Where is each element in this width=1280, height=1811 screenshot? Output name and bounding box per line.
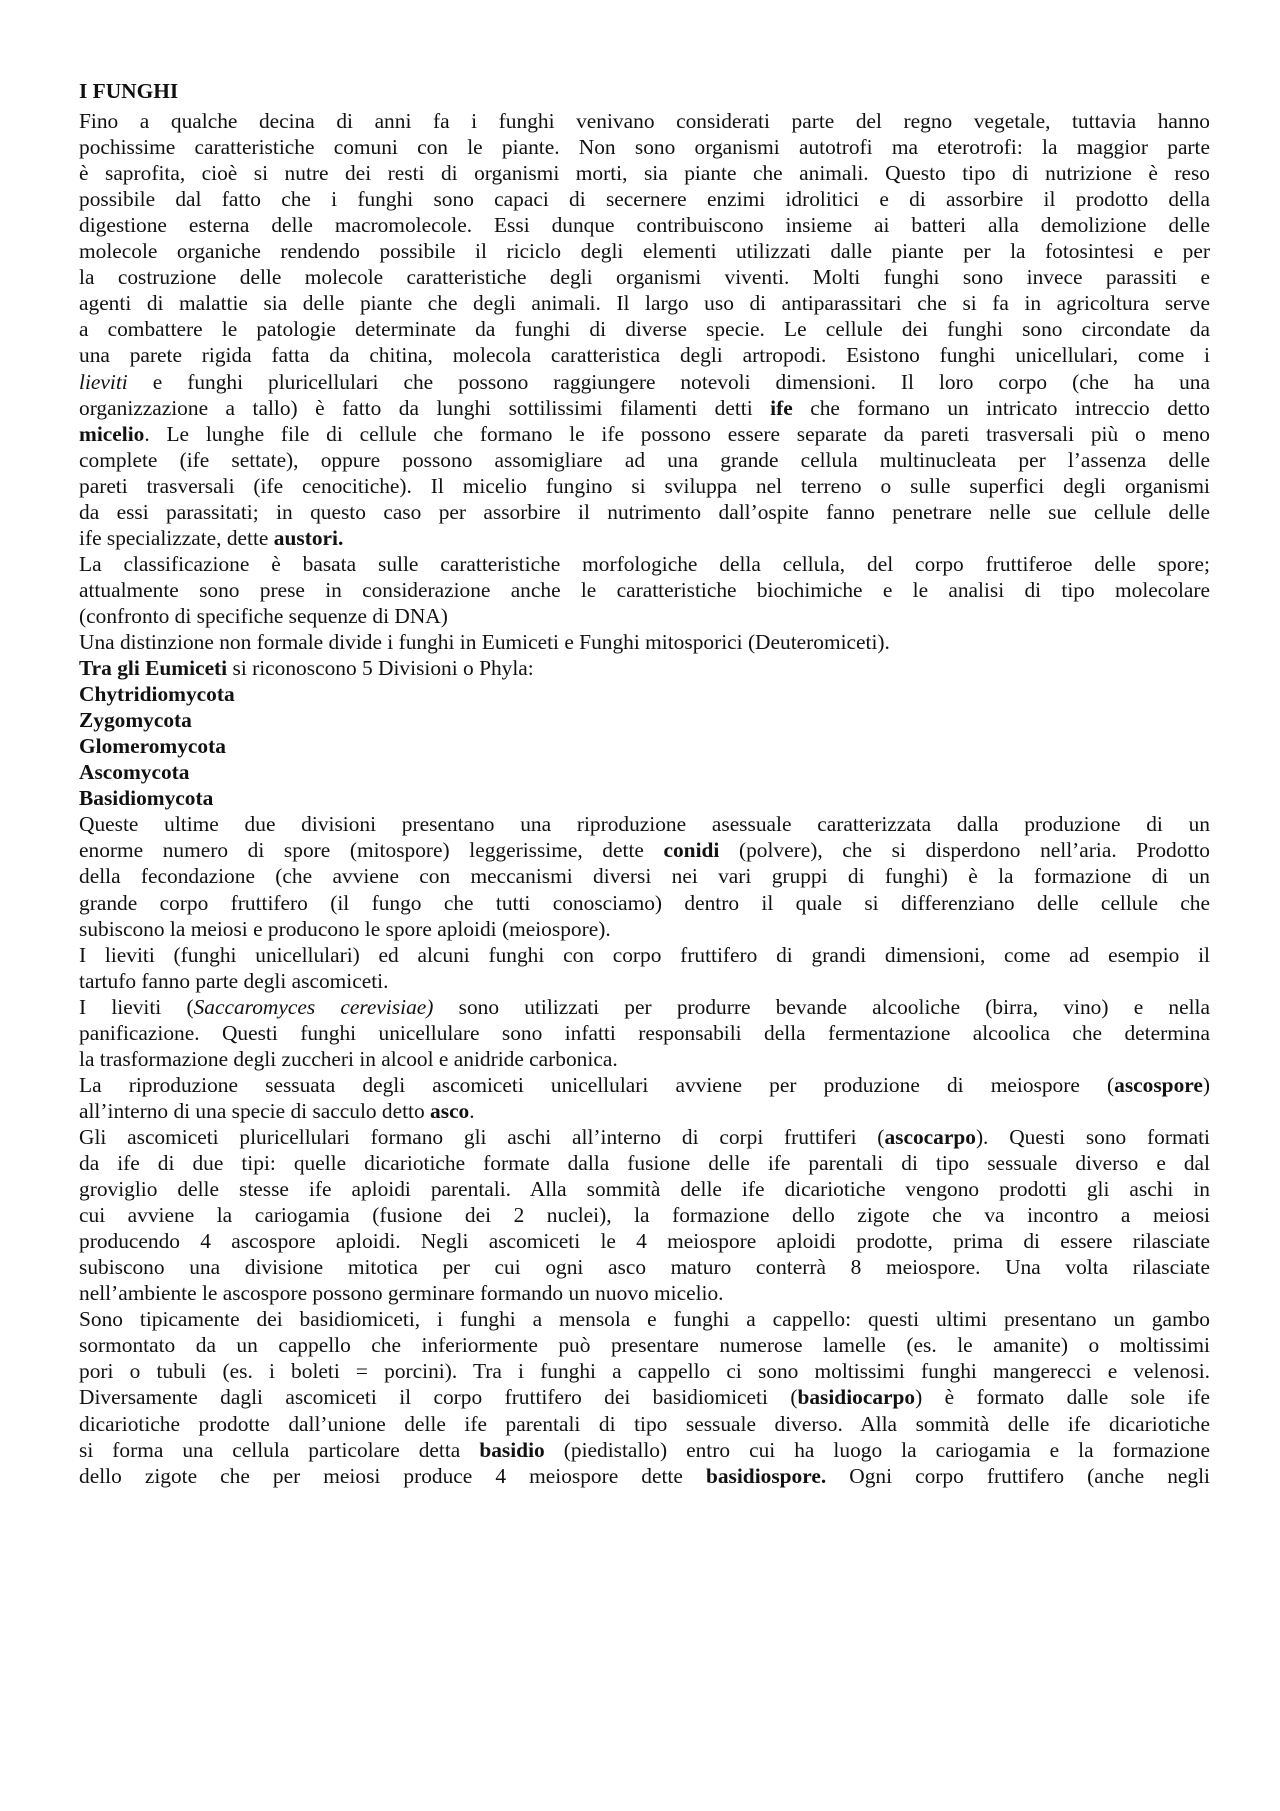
text-run: Queste ultime due divisioni presentano una riproduzione asessuale caratterizzata dalla produzione di un (79, 812, 1210, 837)
bold-term: Chytridiomycota (79, 682, 235, 707)
text-run: (confronto di specifiche sequenze di DNA) (79, 603, 448, 628)
text-run: ) è formato dalle sole ife (915, 1385, 1210, 1410)
text-run: ). Questi sono formati (975, 1124, 1210, 1149)
text-run: grande corpo fruttifero (il fungo che tutti conosciamo) dentro il quale si differenziano delle cellule che (79, 890, 1210, 915)
text-run: dello zigote che per meiosi produce 4 meiospore dette (79, 1463, 706, 1488)
text-run: Fino a qualche decina di anni fa i funghi venivano considerati parte del regno vegetale, tuttavia hanno (79, 109, 1210, 133)
bold-term: asco (430, 1098, 470, 1123)
text-run: Sono tipicamente dei basidiomiceti, i funghi a mensola e funghi a cappello: questi ultimi presentano un gambo (79, 1307, 1210, 1332)
text-run: all’interno di una specie di sacculo detto (79, 1098, 431, 1123)
text-run: Diversamente dagli ascomiceti il corpo fruttifero dei basidiomiceti ( (79, 1385, 798, 1410)
italic-term: lieviti (79, 369, 128, 394)
text-run: dicariotiche prodotte dall’unione delle ife parentali di tipo sessuale diverso. Alla sommità delle ife dicariotiche (79, 1411, 1210, 1436)
text-run: attualmente sono prese in considerazione anche le caratteristiche biochimiche e le analisi di tipo molecolare (79, 577, 1210, 602)
bold-term: basidiospore. (705, 1463, 827, 1488)
bold-term: Tra gli Eumiceti (79, 656, 228, 681)
text-run: panificazione. Questi funghi unicellulare sono infatti responsabili della fermentazione alcoolica che determina (79, 1020, 1210, 1045)
text-run: a combattere le patologie determinate da funghi di diverse specie. Le cellule dei funghi sono circondate da (79, 317, 1210, 342)
text-run: molecole organiche rendendo possibile il riciclo degli elementi utilizzati dalle piante per la fotosintesi e per (79, 239, 1210, 264)
bold-term: Ascomycota (79, 760, 190, 785)
text-run: (piedistallo) entro cui ha luogo la cariogamia e la formazione (544, 1437, 1210, 1462)
text-run: sono utilizzati per produrre bevande alcooliche (birra, vino) e nella (433, 994, 1210, 1019)
text-run: (polvere), che si disperdono nell’aria. Prodotto (719, 838, 1210, 863)
text-run: agenti di malattie sia delle piante che degli animali. Il largo uso di antiparassitari che si fa in agricoltura serve (79, 291, 1210, 316)
text-run: La riproduzione sessuata degli ascomiceti unicellulari avviene per produzione di meiospore ( (79, 1072, 1115, 1097)
bold-term: ascocarpo (884, 1124, 976, 1149)
bold-term: ascospore (1114, 1072, 1203, 1097)
bold-term: austori. (273, 525, 344, 550)
text-run: da ife di due tipi: quelle dicariotiche formate dalla fusione delle ife parentali di tipo sessuale diverso e dal (79, 1151, 1210, 1175)
text-run: che formano un intricato intreccio detto (792, 395, 1210, 420)
text-line (79, 1461, 1210, 1491)
text-run: ) (1202, 1072, 1210, 1097)
page-title: I FUNGHI (79, 79, 179, 103)
text-run: e funghi pluricellulari che possono raggiungere notevoli dimensioni. Il loro corpo (che ha una (127, 369, 1210, 394)
text-run: pori o tubuli (es. i boleti = porcini). Tra i funghi a cappello ci sono moltissimi funghi mangerecci e velenosi. (79, 1359, 1210, 1384)
text-run: . Le lunghe file di cellule che formano le ife possono essere separate da pareti trasversali più o meno (144, 421, 1210, 446)
bold-term: conidi (663, 838, 720, 863)
text-run: I lieviti (funghi unicellulari) ed alcuni funghi con corpo fruttifero di grandi dimensioni, come ad esempio il (79, 942, 1210, 967)
text-run: La classificazione è basata sulle caratteristiche morfologiche della cellula, del corpo fruttiferoe delle spore; (79, 551, 1210, 576)
text-run: complete (ife settate), oppure possono assomigliare ad una grande cellula multinucleata per l’assenza delle (79, 447, 1210, 472)
text-run: . (469, 1098, 475, 1123)
text-run: ife specializzate, dette (79, 525, 274, 550)
bold-term: basidio (479, 1437, 545, 1462)
text-run: sormontato da un cappello che inferiormente può presentare numerose lamelle (es. le amanite) o moltissimi (79, 1333, 1210, 1358)
bold-term: basidiocarpo (797, 1385, 916, 1410)
text-run: subiscono la meiosi e producono le spore aploidi (meiospore). (79, 916, 611, 941)
bold-term: Glomeromycota (79, 734, 226, 759)
text-run: digestione esterna delle macromolecole. Essi dunque contribuiscono insieme ai batteri alla demolizione delle (79, 213, 1210, 238)
text-run: si riconoscono 5 Divisioni o Phyla: (227, 656, 534, 681)
text-run: una parete rigida fatta da chitina, molecola caratteristica degli artropodi. Esistono funghi unicellulari, come i (79, 343, 1210, 368)
bold-term: Zygomycota (79, 708, 192, 733)
text-run: è saprofita, cioè si nutre dei resti di organismi morti, sia piante che animali. Questo tipo di nutrizione è reso (79, 161, 1210, 186)
text-run: della fecondazione (che avviene con meccanismi diversi nei vari gruppi di funghi) è la formazione di un (79, 864, 1210, 889)
text-run: Gli ascomiceti pluricellulari formano gli aschi all’interno di corpi fruttiferi ( (79, 1124, 885, 1149)
text-run: tartufo fanno parte degli ascomiceti. (79, 968, 389, 993)
text-run: producendo 4 ascospore aploidi. Negli ascomiceti le 4 meiospore aploidi prodotte, prima di essere rilasciate (79, 1229, 1210, 1254)
text-run: groviglio delle stesse ife aploidi parentali. Alla sommità delle ife dicariotiche vengono prodotti gli aschi in (79, 1177, 1210, 1202)
text-run: si forma una cellula particolare detta (79, 1437, 480, 1462)
text-run: I lieviti ( (79, 994, 194, 1019)
text-run: Ogni corpo fruttifero (anche negli (826, 1463, 1210, 1488)
text-run: pochissime caratteristiche comuni con le piante. Non sono organismi autotrofi ma eterotrofi: la maggior parte (79, 135, 1210, 160)
text-run: possibile dal fatto che i funghi sono capaci di secernere enzimi idrolitici e di assorbire il prodotto della (79, 187, 1210, 212)
bold-term: Basidiomycota (79, 786, 214, 811)
text-run: enorme numero di spore (mitospore) leggerissime, dette (79, 838, 664, 863)
text-run: cui avviene la cariogamia (fusione dei 2 nuclei), la formazione dello zigote che va incontro a meiosi (79, 1203, 1210, 1228)
text-run: organizzazione a tallo) è fatto da lunghi sottilissimi filamenti detti (79, 395, 771, 420)
text-run: da essi parassitati; in questo caso per assorbire il nutrimento dall’ospite fanno penetrare nelle sue cellule delle (79, 499, 1210, 524)
text-run: pareti trasversali (ife cenocitiche). Il micelio fungino si sviluppa nel terreno o sulle superfici degli organismi (79, 473, 1210, 498)
text-run: Una distinzione non formale divide i funghi in Eumiceti e Funghi mitosporici (Deuteromiceti). (79, 630, 890, 654)
bold-term: micelio (79, 421, 145, 446)
text-run: subiscono una divisione mitotica per cui ogni asco maturo conterrà 8 meiospore. Una volta rilasciate (79, 1255, 1210, 1280)
text-run: la costruzione delle molecole caratteristiche degli organismi viventi. Molti funghi sono invece parassiti e (79, 265, 1210, 290)
text-run: la trasformazione degli zuccheri in alcool e anidride carbonica. (79, 1046, 618, 1071)
italic-term: Saccaromyces cerevisiae) (193, 994, 434, 1019)
bold-term: ife (770, 395, 793, 420)
text-run: nell’ambiente le ascospore possono germinare formando un nuovo micelio. (79, 1281, 724, 1306)
